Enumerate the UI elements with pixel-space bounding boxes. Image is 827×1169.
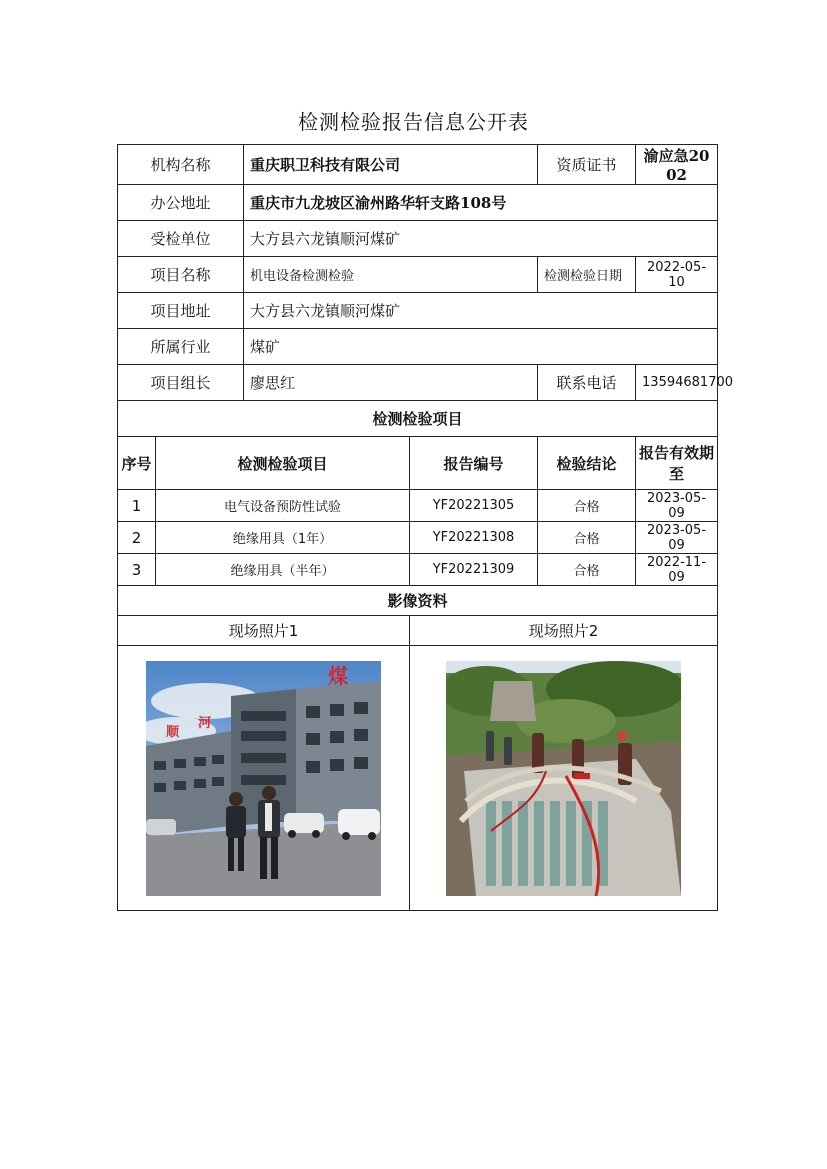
- date-label: 检测检验日期: [538, 257, 636, 293]
- phone-label: 联系电话: [538, 365, 636, 401]
- photos-row: [118, 646, 718, 911]
- industry-value: 煤矿: [244, 329, 718, 365]
- photo2-label: 现场照片2: [410, 616, 718, 646]
- items-section-title: 检测检验项目: [118, 401, 718, 437]
- inspected-label: 受检单位: [118, 221, 244, 257]
- images-section-header: [118, 586, 718, 616]
- phone-value: 13594681700: [636, 365, 718, 401]
- table-row: [118, 490, 718, 522]
- cert-label: 资质证书: [538, 145, 636, 185]
- page-title: 检测检验报告信息公开表: [298, 110, 529, 134]
- row-report-no: YF20221308: [410, 522, 538, 554]
- items-section-header: [118, 401, 718, 437]
- site-photo-1: [146, 661, 381, 896]
- photo1-sign-text: 顺: [166, 724, 180, 740]
- svg-text:河: 河: [198, 715, 212, 731]
- row-address: [118, 185, 718, 221]
- row-seq: 3: [118, 554, 156, 586]
- items-header-row: [118, 437, 718, 490]
- row-project: [118, 257, 718, 293]
- row-item: 电气设备预防性试验: [156, 490, 410, 522]
- row-industry: [118, 329, 718, 365]
- header-seq: 序号: [118, 437, 156, 490]
- row-report-no: YF20221305: [410, 490, 538, 522]
- photo-labels-row: [118, 616, 718, 646]
- header-item: 检测检验项目: [156, 437, 410, 490]
- row-org: [118, 145, 718, 185]
- address-value: 重庆市九龙坡区渝州路华轩支路108号: [244, 185, 718, 221]
- table-row: [118, 554, 718, 586]
- row-leader: [118, 365, 718, 401]
- project-value: 机电设备检测检验: [244, 257, 538, 293]
- leader-label: 项目组长: [118, 365, 244, 401]
- images-section-title: 影像资料: [118, 586, 718, 616]
- row-seq: 1: [118, 490, 156, 522]
- header-valid-until: 报告有效期至: [636, 437, 718, 490]
- photo1-cell: [118, 646, 410, 911]
- inspected-value: 大方县六龙镇顺河煤矿: [244, 221, 718, 257]
- header-report-no: 报告编号: [410, 437, 538, 490]
- leader-value: 廖思红: [244, 365, 538, 401]
- industry-label: 所属行业: [118, 329, 244, 365]
- row-inspected: [118, 221, 718, 257]
- date-value: 2022-05-10: [636, 257, 718, 293]
- cert-value: 渝应急20 02: [636, 145, 718, 185]
- project-address-value: 大方县六龙镇顺河煤矿: [244, 293, 718, 329]
- org-label: 机构名称: [118, 145, 244, 185]
- project-label: 项目名称: [118, 257, 244, 293]
- row-item: 绝缘用具（半年）: [156, 554, 410, 586]
- address-label: 办公地址: [118, 185, 244, 221]
- row-report-no: YF20221309: [410, 554, 538, 586]
- svg-text:煤: 煤: [328, 663, 348, 688]
- org-value: 重庆职卫科技有限公司: [244, 145, 538, 185]
- report-table: [117, 144, 734, 911]
- header-conclusion: 检验结论: [538, 437, 636, 490]
- row-valid-until: 2022-11-09: [636, 554, 718, 586]
- row-item: 绝缘用具（1年）: [156, 522, 410, 554]
- row-valid-until: 2023-05-09: [636, 522, 718, 554]
- row-seq: 2: [118, 522, 156, 554]
- photo2-cell: [410, 646, 718, 911]
- row-project-address: [118, 293, 718, 329]
- project-address-label: 项目地址: [118, 293, 244, 329]
- row-conclusion: 合格: [538, 490, 636, 522]
- row-conclusion: 合格: [538, 522, 636, 554]
- site-photo-2: [446, 661, 681, 896]
- row-conclusion: 合格: [538, 554, 636, 586]
- photo1-label: 现场照片1: [118, 616, 410, 646]
- table-row: [118, 522, 718, 554]
- row-valid-until: 2023-05-09: [636, 490, 718, 522]
